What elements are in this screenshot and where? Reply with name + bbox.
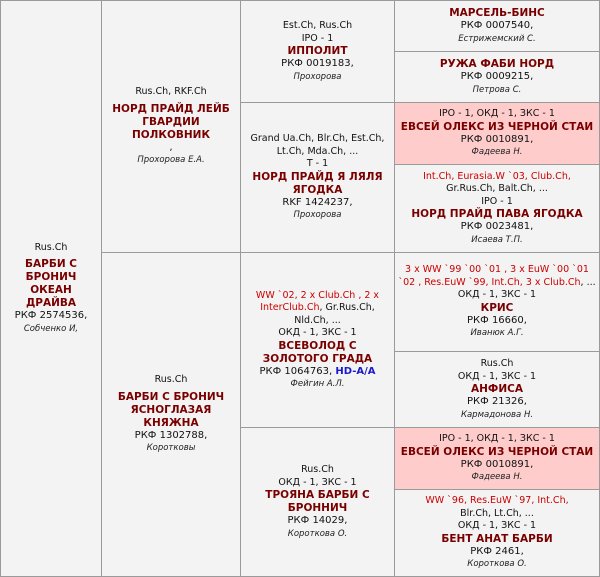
dss-work: ОКД - 1, ЗКС - 1 [457, 289, 537, 301]
dsd-titles: Rus.Ch [480, 358, 514, 369]
dam-sire-titles [244, 290, 391, 328]
sire-sire-owner: Прохорова [293, 71, 342, 82]
dsd-work: ОКД - 1, ЗКС - 1 [457, 370, 537, 382]
subject-name: БАРБИ С БРОНИЧ ОКЕАН ДРАЙВА [25, 258, 77, 310]
dss-titles-red: 3 x WW `99 `00 `01 , 3 x EuW `00 `01 `02 , Res.EuW `99, Int.Ch, 3 x Club.Ch [398, 264, 589, 288]
sire-sire-reg: РКФ 0019183, [281, 58, 354, 69]
sdd-titles: Gr.Rus.Ch, Balt.Ch, ... [446, 183, 548, 195]
dam-owner: Коротковы [146, 443, 196, 454]
dam-sire-titles-rest: , Gr.Rus.Ch, Nld.Ch, ... [294, 302, 375, 326]
dam-sire-reg-line [260, 366, 376, 379]
sire-owner: Прохорова Е.А. [137, 155, 205, 166]
dam-dam-reg: РКФ 14029, [287, 515, 348, 526]
sire-dam-name: НОРД ПРАЙД Я ЛЯЛЯ ЯГОДКА [252, 170, 383, 196]
dds-name: ЕВСЕЙ ОЛЕКС ИЗ ЧЕРНОЙ СТАИ [400, 445, 594, 458]
sire-dam-work: T - 1 [306, 158, 329, 170]
dds-reg: РКФ 0010891, [460, 458, 534, 470]
dam-dam-cell [240, 427, 395, 577]
dds-cell [394, 427, 600, 490]
sire-dam-titles: Grand Ua.Ch, Blr.Ch, Est.Ch, Lt.Ch, Mda.Ch, ... [250, 133, 385, 157]
subject-titles: Rus.Ch [34, 241, 68, 253]
ssd-reg: РКФ 0009215, [460, 71, 534, 82]
sire-titles: Rus.Ch, RKF.Ch [135, 86, 207, 98]
sss-cell [394, 0, 600, 52]
dss-cell [394, 252, 600, 352]
dds-owner: Фадеева Н. [471, 472, 523, 483]
sire-dam-cell [240, 102, 395, 253]
sss-reg: РКФ 0007540, [460, 20, 534, 31]
dam-sire-name: ВСЕВОЛОД С ЗОЛОТОГО ГРАДА [262, 339, 373, 365]
dam-name: БАРБИ С БРОНИЧ ЯСНОГЛАЗАЯ КНЯЖНА [117, 390, 225, 429]
dsd-owner: Кармадонова Н. [460, 409, 534, 420]
ddd-name: БЕНТ АНАТ БАРБИ [441, 532, 553, 545]
dam-dam-work: ОКД - 1, ЗКС - 1 [278, 476, 357, 488]
ssd-owner: Петрова С. [472, 84, 522, 95]
sire-name: НОРД ПРАЙД ЛЕЙБ ГВАРДИИ ПОЛКОВНИК [112, 102, 230, 141]
dss-titles-rest: , ... [580, 276, 596, 288]
ddd-titles: Blr.Ch, Lt.Ch, ... [460, 507, 534, 519]
sire-sire-cell [240, 0, 395, 103]
sdd-name: НОРД ПРАЙД ПАВА ЯГОДКА [411, 208, 583, 221]
sds-owner: Фадеева Н. [471, 147, 523, 158]
dam-dam-owner: Короткова О. [287, 528, 348, 539]
dam-dam-titles: Rus.Ch [301, 464, 334, 475]
sire-sire-titles: Est.Ch, Rus.Ch [282, 20, 353, 31]
subject-reg: РКФ 2574536, [14, 310, 88, 322]
dss-titles [398, 264, 596, 289]
dam-sire-reg: РКФ 1064763, [259, 365, 333, 377]
dam-sire-cell [240, 252, 395, 428]
sire-dam-reg: RKF 1424237, [282, 196, 353, 208]
dam-sire-titles-red: WW `02, 2 x Club.Ch , 2 x InterClub.Ch [255, 289, 380, 313]
dam-sire-owner: Фейгин А.Л. [290, 379, 345, 389]
dam-reg: РКФ 1302788, [134, 429, 208, 441]
dam-dam-name: ТРОЯНА БАРБИ С БРОННИЧ [265, 489, 370, 514]
ddd-owner: Короткова О. [467, 559, 527, 570]
ssd-cell [394, 51, 600, 103]
sds-reg: РКФ 0010891, [460, 133, 534, 145]
sire-dam-owner: Прохорова [293, 210, 342, 221]
dsd-cell [394, 351, 600, 428]
dss-name: КРИС [480, 301, 514, 314]
sire-cell [101, 0, 241, 253]
ssd-name: РУЖА ФАБИ НОРД [439, 58, 555, 70]
ddd-work: ОКД - 1, ЗКС - 1 [457, 520, 537, 532]
sdd-owner: Исаева Т.П. [471, 234, 523, 245]
dam-sire-hd: HD-A/A [335, 365, 376, 377]
dam-titles: Rus.Ch [154, 374, 188, 386]
sss-owner: Естрижемский С. [458, 33, 536, 44]
sire-suffix: , [169, 141, 173, 153]
ddd-reg: РКФ 2461, [470, 545, 524, 557]
sds-cell [394, 102, 600, 165]
sdd-reg: РКФ 0023481, [460, 221, 534, 233]
sds-work: IPO - 1, ОКД - 1, ЗКС - 1 [439, 108, 555, 120]
dam-sire-work: ОКД - 1, ЗКС - 1 [278, 327, 357, 338]
sire-sire-name: ИППОЛИТ [287, 45, 348, 57]
dsd-name: АНФИСА [471, 383, 523, 395]
sss-name: МАРСЕЛЬ-БИНС [449, 7, 545, 19]
dsd-reg: РКФ 21326, [467, 396, 527, 407]
sds-name: ЕВСЕЙ ОЛЕКС ИЗ ЧЕРНОЙ СТАИ [400, 120, 594, 133]
dss-reg: РКФ 16660, [467, 314, 527, 326]
dss-owner: Иванюк А.Г. [470, 328, 524, 339]
ddd-cell [394, 489, 600, 577]
subject-cell [0, 0, 102, 577]
sdd-cell [394, 164, 600, 253]
subject-owner: Собченко И, [23, 323, 79, 334]
dds-work: IPO - 1, ОКД - 1, ЗКС - 1 [439, 433, 555, 445]
dam-cell [101, 252, 241, 577]
sdd-work: IPO - 1 [481, 195, 513, 207]
sdd-titles-red: Int.Ch, Eurasia.W `03, Club.Ch, [423, 170, 571, 182]
ddd-titles-red: WW `96, Res.EuW `97, Int.Ch, [425, 495, 569, 507]
sire-sire-work: IPO - 1 [301, 32, 334, 44]
